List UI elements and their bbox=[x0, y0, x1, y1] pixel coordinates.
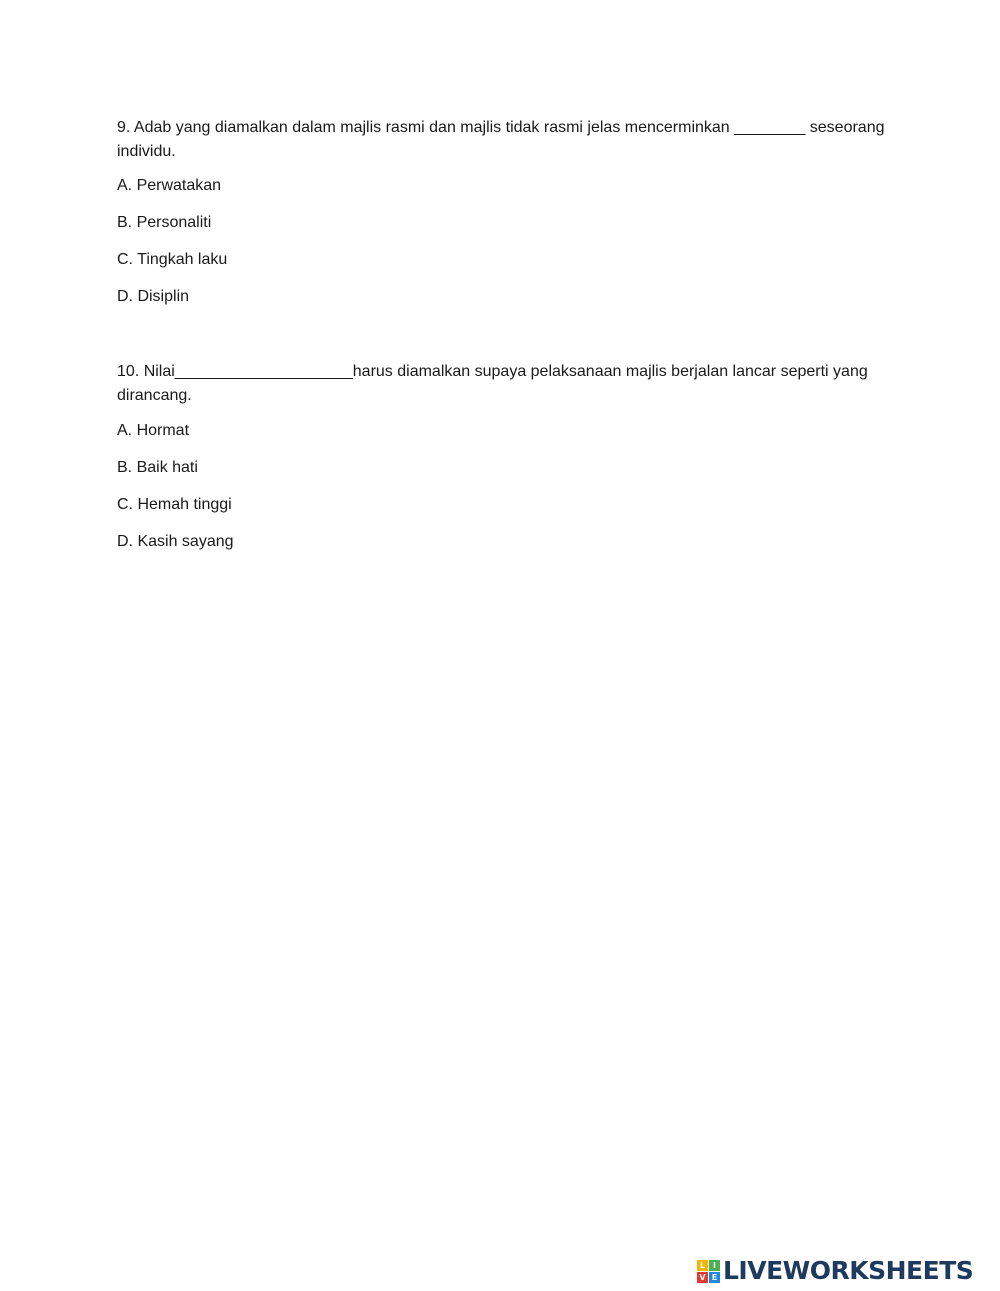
logo-block-l: L bbox=[697, 1260, 708, 1271]
logo-block-v: V bbox=[697, 1272, 708, 1283]
question-9 bbox=[117, 116, 887, 305]
logo-text: LIVEWORKSHEETS bbox=[723, 1256, 974, 1285]
option-d: D. Kasih sayang bbox=[117, 533, 234, 550]
option-b: B. Baik hati bbox=[117, 459, 198, 476]
logo-block-e: E bbox=[709, 1272, 720, 1283]
logo-blocks-icon bbox=[697, 1260, 720, 1283]
liveworksheets-logo bbox=[697, 1257, 973, 1285]
option-a: A. Perwatakan bbox=[117, 177, 222, 194]
option-c: C. Tingkah laku bbox=[117, 251, 228, 268]
logo-block-i: I bbox=[709, 1260, 720, 1271]
option-c: C. Hemah tinggi bbox=[117, 496, 232, 513]
option-a: A. Hormat bbox=[117, 422, 190, 439]
question-text: 9. Adab yang diamalkan dalam majlis rasmi dan majlis tidak rasmi jelas mencerminkan ________ seseorang individu. bbox=[117, 119, 885, 160]
question-text: 10. Nilai____________________harus diamalkan supaya pelaksanaan majlis berjalan lancar seperti yang dirancang. bbox=[117, 363, 868, 404]
option-b: B. Personaliti bbox=[117, 214, 212, 231]
question-10 bbox=[117, 360, 887, 550]
option-d: D. Disiplin bbox=[117, 288, 190, 305]
